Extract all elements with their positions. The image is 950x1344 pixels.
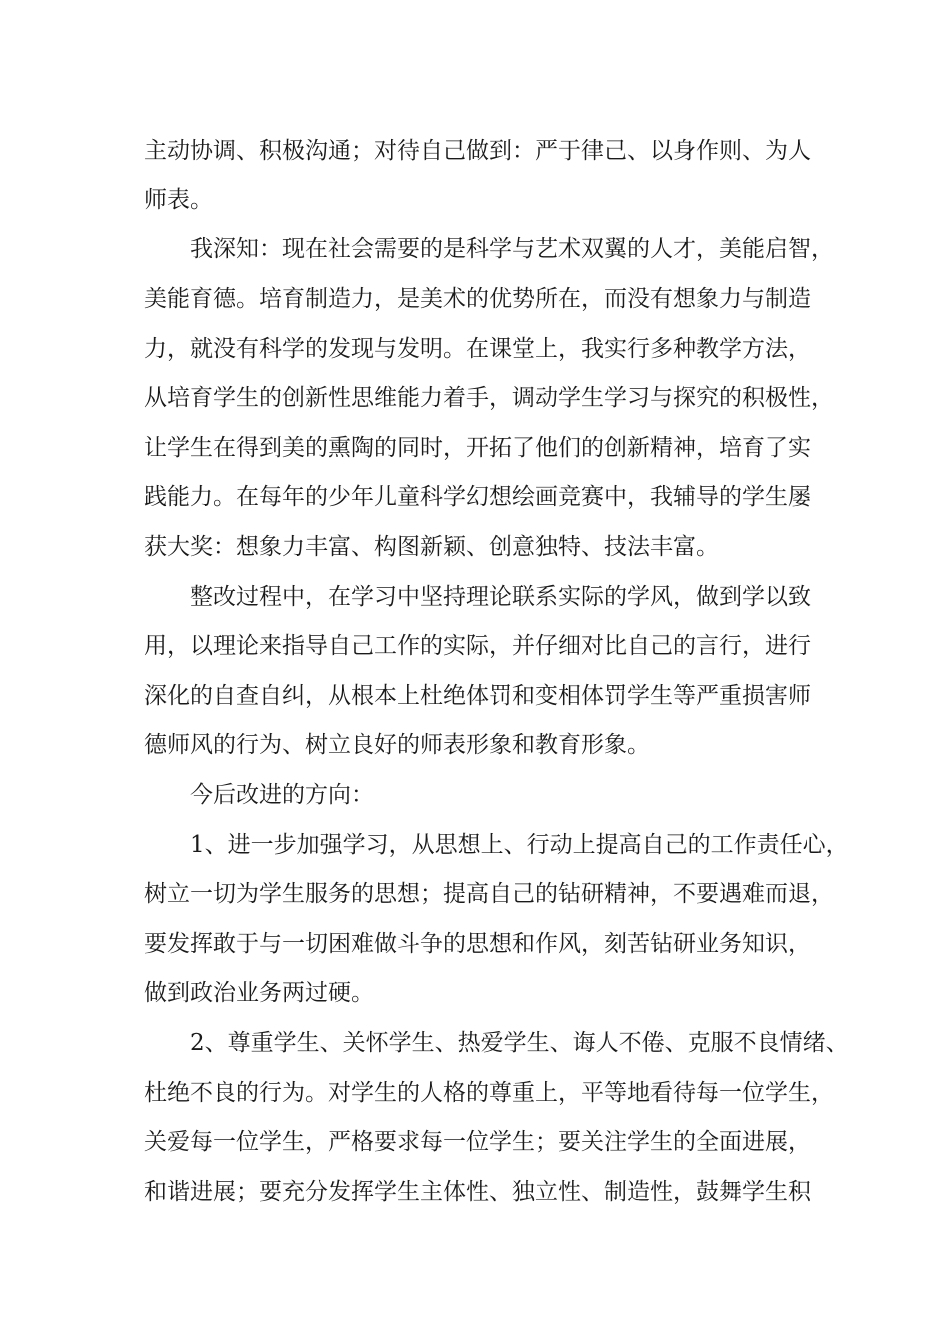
text-line: 主动协调、积极沟通；对待自己做到：严于律己、以身作则、为人 [144,138,811,164]
text-line: 整改过程中，在学习中坚持理论联系实际的学风，做到学以致 [190,584,811,610]
text-line: 和谐进展；要充分发挥学生主体性、独立性、制造性，鼓舞学生积 [144,1179,811,1205]
text-line: 美能育德。培育制造力，是美术的优势所在，而没有想象力与制造 [144,286,811,312]
text-line: 从培育学生的创新性思维能力着手，调动学生学习与探究的积极性， [144,385,834,411]
list-item-text: 2、尊重学生、关怀学生、热爱学生、诲人不倦、克服不良情绪、 [190,1030,849,1056]
text-line: 我深知：现在社会需要的是科学与艺术双翼的人才，美能启智， [190,236,834,262]
text-line: 树立一切为学生服务的思想；提高自己的钻研精神，不要遇难而退， [144,881,834,907]
text-line: 深化的自查自纠，从根本上杜绝体罚和变相体罚学生等严重损害师 [144,683,811,709]
text-line: 师表。 [144,187,213,213]
text-line: 用，以理论来指导自己工作的实际，并仔细对比自己的言行，进行 [144,633,811,659]
text-line: 做到政治业务两过硬。 [144,980,374,1006]
text-line: 获大奖：想象力丰富、构图新颖、创意独特、技法丰富。 [144,534,719,560]
text-line: 德师风的行为、树立良好的师表形象和教育形象。 [144,732,650,758]
text-line: 要发挥敢于与一切困难做斗争的思想和作风，刻苦钻研业务知识， [144,931,811,957]
text-line: 杜绝不良的行为。对学生的人格的尊重上，平等地看待每一位学生， [144,1080,834,1106]
text-line: 践能力。在每年的少年儿童科学幻想绘画竞赛中，我辅导的学生屡 [144,484,811,510]
text-line: 关爱每一位学生，严格要求每一位学生；要关注学生的全面进展， [144,1129,811,1155]
text-line: 力，就没有科学的发现与发明。在课堂上，我实行多种教学方法， [144,336,811,362]
list-item-text: 1、进一步加强学习，从思想上、行动上提高自己的工作责任心， [190,832,849,858]
text-line: 让学生在得到美的熏陶的同时，开拓了他们的创新精神，培育了实 [144,435,811,461]
section-heading: 今后改进的方向： [190,782,374,808]
